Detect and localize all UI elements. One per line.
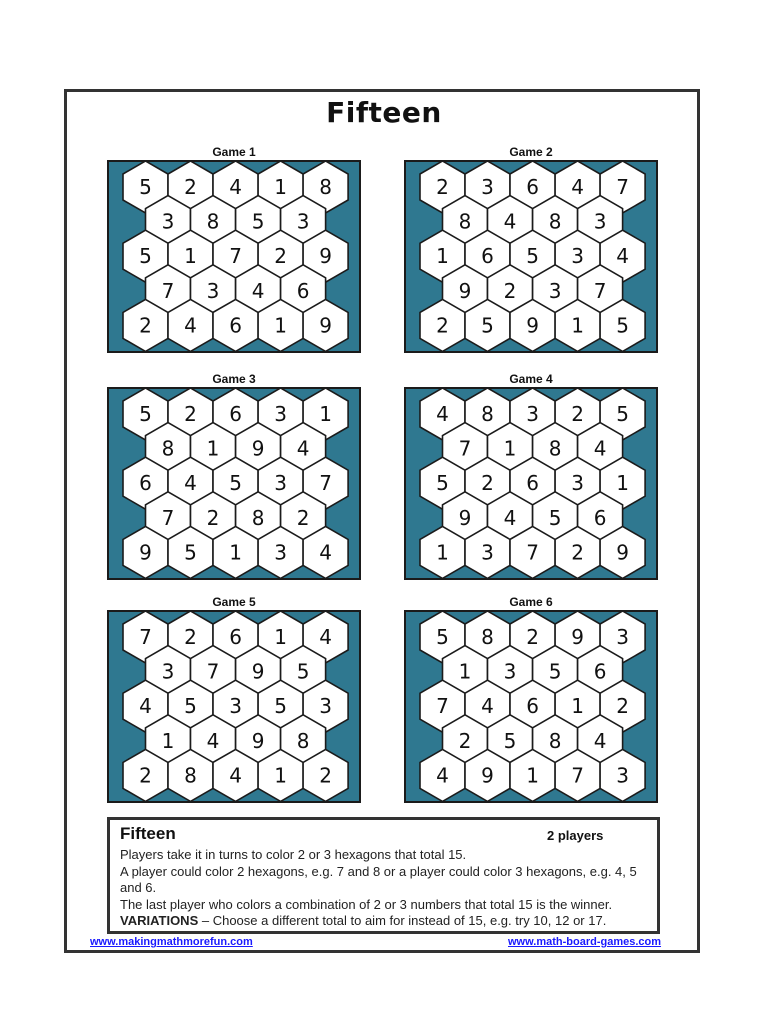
hex-number: 4 [436, 402, 449, 426]
hex-number: 2 [296, 505, 310, 530]
hex-number: 1 [616, 471, 629, 496]
hex-number: 4 [296, 436, 310, 461]
hex-number: 7 [458, 436, 472, 461]
game-board-3 [107, 387, 361, 580]
hex-number: 4 [503, 209, 517, 234]
hex-number: 3 [229, 694, 242, 719]
hex-number: 4 [593, 436, 607, 461]
hex-grid [109, 162, 359, 351]
hex-number: 6 [296, 278, 310, 303]
hex-number: 1 [229, 540, 242, 565]
hex-number: 4 [319, 625, 332, 649]
hex-number: 1 [184, 244, 197, 269]
hex-number: 3 [319, 694, 332, 719]
hex-number: 8 [548, 728, 562, 753]
hex-number: 7 [229, 244, 242, 269]
rule-line: Players take it in turns to color 2 or 3 hexagons that total 15. [120, 847, 467, 862]
hex-number: 9 [526, 313, 539, 338]
hex-number: 9 [616, 540, 629, 565]
hex-number: 2 [571, 540, 584, 565]
hex-number: 6 [481, 244, 494, 269]
hex-number: 6 [229, 313, 242, 338]
hex-number: 8 [458, 209, 472, 234]
game-6-label: Game 6 [509, 595, 553, 609]
hex-number: 4 [481, 694, 494, 719]
hex-number: 2 [616, 694, 629, 719]
hex-number: 3 [296, 209, 310, 234]
hex-number: 2 [184, 625, 197, 649]
hex-number: 4 [436, 763, 449, 788]
hex-number: 4 [319, 540, 332, 565]
hex-number: 6 [229, 625, 242, 649]
hex-number: 6 [139, 471, 152, 496]
hex-number: 3 [571, 471, 584, 496]
hex-number: 3 [274, 471, 287, 496]
hex-number: 5 [184, 540, 197, 565]
hex-number: 4 [616, 244, 629, 269]
rule-line: The last player who colors a combination of 2 or 3 numbers that total 15 is the winner. [120, 896, 613, 912]
hex-number: 2 [481, 471, 494, 496]
hex-number: 1 [274, 763, 287, 788]
hex-number: 2 [458, 728, 472, 753]
hex-number: 8 [319, 175, 332, 199]
hex-number: 3 [616, 763, 629, 788]
hex-number: 2 [139, 313, 152, 338]
hex-number: 5 [274, 694, 287, 719]
hex-number: 4 [184, 471, 197, 496]
hex-number: 8 [481, 402, 494, 426]
hex-number: 3 [548, 278, 562, 303]
game-board-2 [404, 160, 658, 353]
hex-number: 1 [436, 244, 449, 269]
hex-number: 9 [319, 244, 332, 269]
hex-number: 5 [184, 694, 197, 719]
hex-number: 5 [436, 625, 449, 649]
game-2-label: Game 2 [509, 145, 553, 159]
hex-number: 8 [161, 436, 175, 461]
variations-text: – Choose a different total to aim for instead of 15, e.g. try 10, 12 or 17. [198, 913, 607, 928]
hex-number: 5 [548, 505, 562, 530]
hex-number: 5 [548, 659, 562, 684]
hex-number: 4 [503, 505, 517, 530]
hex-number: 8 [184, 763, 197, 788]
hex-number: 5 [616, 313, 629, 338]
hex-number: 4 [206, 728, 220, 753]
hex-number: 3 [274, 540, 287, 565]
hex-number: 5 [436, 471, 449, 496]
hex-number: 8 [548, 209, 562, 234]
hex-number: 5 [481, 313, 494, 338]
rules-box [107, 817, 660, 934]
hex-number: 5 [139, 175, 152, 199]
hex-number: 5 [526, 244, 539, 269]
hex-number: 5 [616, 402, 629, 426]
page-title: Fifteen [326, 96, 442, 129]
hex-number: 7 [161, 505, 175, 530]
player-count: 2 players [547, 828, 604, 843]
hex-number: 3 [206, 278, 220, 303]
hex-number: 3 [593, 209, 607, 234]
hex-grid [406, 162, 656, 351]
hex-number: 1 [526, 763, 539, 788]
hex-number: 2 [571, 402, 584, 426]
game-board-1 [107, 160, 361, 353]
hex-number: 7 [526, 540, 539, 565]
hex-number: 9 [319, 313, 332, 338]
hex-number: 3 [571, 244, 584, 269]
hex-number: 5 [139, 244, 152, 269]
hex-number: 1 [274, 313, 287, 338]
hex-number: 4 [571, 175, 584, 199]
hex-number: 9 [251, 659, 265, 684]
footer-link-right[interactable]: www.math-board-games.com [508, 936, 662, 948]
variations-label: VARIATIONS [120, 913, 199, 928]
hex-number: 4 [229, 175, 242, 199]
game-5-label: Game 5 [212, 595, 256, 609]
hex-number: 3 [274, 402, 287, 426]
hex-grid [406, 389, 656, 578]
hex-number: 6 [526, 694, 539, 719]
hex-number: 4 [184, 313, 197, 338]
hex-number: 1 [571, 694, 584, 719]
hex-number: 2 [436, 313, 449, 338]
hex-number: 1 [458, 659, 472, 684]
footer-link-left[interactable]: www.makingmathmorefun.com [90, 936, 253, 948]
rule-line: A player could color 2 hexagons, e.g. 7 and 8 or a player could color 3 hexagons, e.g. 4, 5 and 6. [120, 863, 637, 895]
hex-number: 7 [593, 278, 607, 303]
rules-text [120, 847, 650, 930]
hex-number: 5 [139, 402, 152, 426]
hex-number: 2 [184, 402, 197, 426]
hex-number: 2 [139, 763, 152, 788]
hex-number: 7 [161, 278, 175, 303]
hex-number: 9 [458, 505, 472, 530]
hex-number: 8 [206, 209, 220, 234]
game-3-label: Game 3 [212, 372, 256, 386]
hex-number: 7 [139, 625, 152, 649]
hex-number: 9 [251, 436, 265, 461]
hex-number: 5 [229, 471, 242, 496]
hex-number: 9 [481, 763, 494, 788]
game-4-label: Game 4 [509, 372, 553, 386]
hex-number: 3 [161, 659, 175, 684]
game-board-6 [404, 610, 658, 803]
hex-number: 2 [503, 278, 517, 303]
hex-number: 6 [593, 659, 607, 684]
hex-number: 6 [593, 505, 607, 530]
hex-number: 4 [139, 694, 152, 719]
hex-number: 1 [571, 313, 584, 338]
hex-number: 7 [436, 694, 449, 719]
hex-number: 7 [206, 659, 220, 684]
hex-number: 2 [436, 175, 449, 199]
hex-number: 4 [593, 728, 607, 753]
hex-number: 2 [184, 175, 197, 199]
hex-number: 2 [274, 244, 287, 269]
hex-number: 1 [161, 728, 175, 753]
hex-number: 5 [251, 209, 265, 234]
hex-number: 2 [526, 625, 539, 649]
game-1-label: Game 1 [212, 145, 256, 159]
rules-heading: Fifteen [120, 824, 176, 843]
hex-number: 5 [296, 659, 310, 684]
hex-number: 5 [503, 728, 517, 753]
hex-number: 9 [251, 728, 265, 753]
hex-number: 3 [616, 625, 629, 649]
hex-number: 3 [526, 402, 539, 426]
hex-number: 3 [481, 175, 494, 199]
variations-line [120, 913, 650, 930]
game-board-5 [107, 610, 361, 803]
hex-number: 8 [296, 728, 310, 753]
hex-number: 6 [526, 471, 539, 496]
hex-number: 3 [503, 659, 517, 684]
hex-number: 9 [458, 278, 472, 303]
hex-number: 1 [436, 540, 449, 565]
hex-number: 1 [319, 402, 332, 426]
hex-number: 8 [481, 625, 494, 649]
hex-grid [109, 612, 359, 801]
hex-number: 4 [229, 763, 242, 788]
hex-number: 6 [229, 402, 242, 426]
hex-number: 3 [481, 540, 494, 565]
hex-number: 9 [139, 540, 152, 565]
hex-number: 7 [616, 175, 629, 199]
hex-grid [109, 389, 359, 578]
hex-number: 1 [274, 625, 287, 649]
hex-number: 3 [161, 209, 175, 234]
game-board-4 [404, 387, 658, 580]
hex-number: 2 [206, 505, 220, 530]
hex-number: 1 [206, 436, 220, 461]
hex-grid [406, 612, 656, 801]
hex-number: 8 [251, 505, 265, 530]
hex-number: 6 [526, 175, 539, 199]
hex-number: 7 [319, 471, 332, 496]
hex-number: 7 [571, 763, 584, 788]
hex-number: 4 [251, 278, 265, 303]
hex-number: 1 [503, 436, 517, 461]
hex-number: 8 [548, 436, 562, 461]
hex-number: 1 [274, 175, 287, 199]
hex-number: 9 [571, 625, 584, 649]
hex-number: 2 [319, 763, 332, 788]
